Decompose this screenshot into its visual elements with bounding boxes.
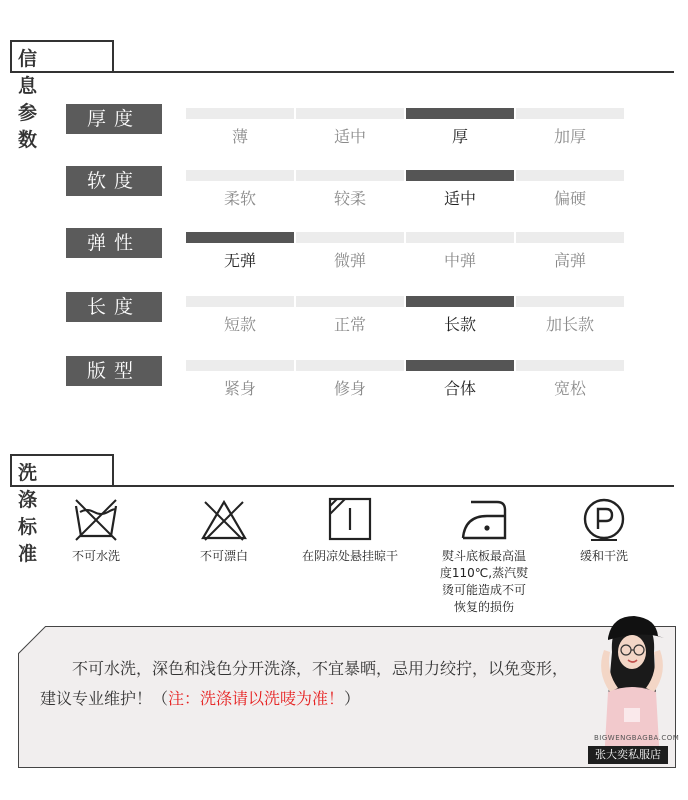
param-row: [66, 104, 626, 154]
wash-label: 不可水洗: [71, 549, 120, 563]
param-option: [296, 166, 404, 216]
param-option-label: 宽松: [553, 379, 586, 398]
param-option-bar: [296, 232, 404, 243]
param-option: [516, 356, 624, 406]
wash-label: [424, 548, 544, 616]
param-option-label: 柔软: [223, 189, 256, 208]
param-option-bar: [296, 360, 404, 371]
param-option-bar: [406, 108, 514, 119]
param-option-bar: [406, 170, 514, 181]
param-option: [186, 292, 294, 342]
param-option-label: 紧身: [223, 379, 256, 398]
param-option-label: 微弹: [333, 251, 366, 270]
wash-item-no-wash: [36, 496, 156, 565]
param-option: [516, 104, 624, 154]
param-option-label: 无弹: [223, 251, 256, 270]
param-option-bar: [406, 232, 514, 243]
param-option: [516, 166, 624, 216]
param-option-bar: [186, 296, 294, 307]
param-option-bar: [516, 108, 624, 119]
param-option-label: 适中: [333, 127, 366, 146]
param-option-bar: [186, 170, 294, 181]
header-rule: [10, 71, 674, 73]
param-option-label: 高弹: [553, 251, 586, 270]
dry-clean-p-icon: [579, 496, 629, 542]
param-option: [406, 228, 514, 278]
care-note-suffix: ）: [344, 689, 361, 708]
param-option-bar: [186, 108, 294, 119]
param-option-bar: [516, 360, 624, 371]
param-option-bar: [406, 296, 514, 307]
param-label: 弹性: [66, 228, 162, 258]
param-option-selected: [406, 292, 514, 342]
param-option-label: 加长款: [545, 315, 594, 334]
param-option-label: 较柔: [333, 189, 366, 208]
care-note-line2: [40, 684, 600, 714]
param-row: [66, 228, 626, 278]
param-row: [66, 166, 626, 216]
param-option: [516, 292, 624, 342]
param-option-bar: [296, 296, 404, 307]
param-option-selected: [406, 166, 514, 216]
param-option-bar: [296, 108, 404, 119]
param-option-label: 厚: [451, 127, 468, 146]
param-label: 长度: [66, 292, 162, 322]
param-option-label: 中弹: [443, 251, 476, 270]
wash-label: 缓和干洗: [579, 549, 628, 563]
model-photo: [582, 612, 678, 768]
param-option-label: 加厚: [553, 127, 586, 146]
param-label: 软度: [66, 166, 162, 196]
param-label: 厚度: [66, 104, 162, 134]
no-bleach-icon: [199, 496, 249, 542]
wash-section-title: 洗涤标准: [18, 462, 39, 565]
shade-line-dry-icon: [325, 496, 375, 542]
care-note-prefix: 建议专业维护！（: [40, 689, 169, 708]
care-note-warning: 注：洗涤请以洗唛为准！: [168, 689, 345, 708]
wash-label-line: 烫可能造成不可: [441, 583, 526, 597]
param-option-label: 薄: [231, 127, 248, 146]
header-rule: [10, 485, 674, 487]
shop-url: BIGWENGBAGBA.COM: [594, 734, 680, 742]
care-note-text: [40, 654, 600, 714]
wash-item-no-bleach: [164, 496, 284, 565]
param-row: [66, 292, 626, 342]
wash-item-shade-dry: [290, 496, 410, 565]
param-label: 版型: [66, 356, 162, 386]
param-option-label: 长款: [443, 315, 476, 334]
param-option-bar: [186, 232, 294, 243]
param-option-label: 短款: [223, 315, 256, 334]
corner-fold-line: [18, 626, 48, 656]
param-option-bar: [186, 360, 294, 371]
param-option: [186, 166, 294, 216]
param-option-selected: [406, 104, 514, 154]
param-option-selected: [406, 356, 514, 406]
param-option-label: 偏硬: [553, 189, 586, 208]
param-option-bar: [296, 170, 404, 181]
param-option: [186, 104, 294, 154]
param-option-label: 修身: [333, 379, 366, 398]
param-option-bar: [516, 170, 624, 181]
shop-name-badge: 张大奕私服店: [588, 746, 668, 764]
param-option: [516, 228, 624, 278]
wash-label: 不可漂白: [199, 549, 248, 563]
params-section-title: 信息参数: [18, 48, 39, 151]
wash-label: 在阴凉处悬挂晾干: [301, 549, 398, 563]
param-option: [186, 356, 294, 406]
param-option: [296, 356, 404, 406]
wash-label-line: 度110℃,蒸汽熨: [439, 566, 529, 580]
wash-label-line: 恢复的损伤: [453, 600, 514, 614]
wash-label-line: 熨斗底板最高温: [441, 549, 526, 563]
wash-item-iron: [424, 496, 544, 616]
param-row: [66, 356, 626, 406]
param-option: [296, 292, 404, 342]
param-option: [296, 104, 404, 154]
param-option-selected: [186, 228, 294, 278]
param-option-bar: [516, 296, 624, 307]
no-wash-icon: [71, 496, 121, 542]
param-option: [296, 228, 404, 278]
iron-icon: [457, 496, 511, 542]
param-option-label: 适中: [443, 189, 476, 208]
param-option-bar: [516, 232, 624, 243]
param-option-bar: [406, 360, 514, 371]
param-option-label: 正常: [333, 315, 366, 334]
care-note-line1: 不可水洗，深色和浅色分开洗涤，不宜暴晒，忌用力绞拧，以免变形，: [72, 659, 569, 678]
wash-item-dry-clean: [544, 496, 664, 565]
param-option-label: 合体: [443, 379, 476, 398]
